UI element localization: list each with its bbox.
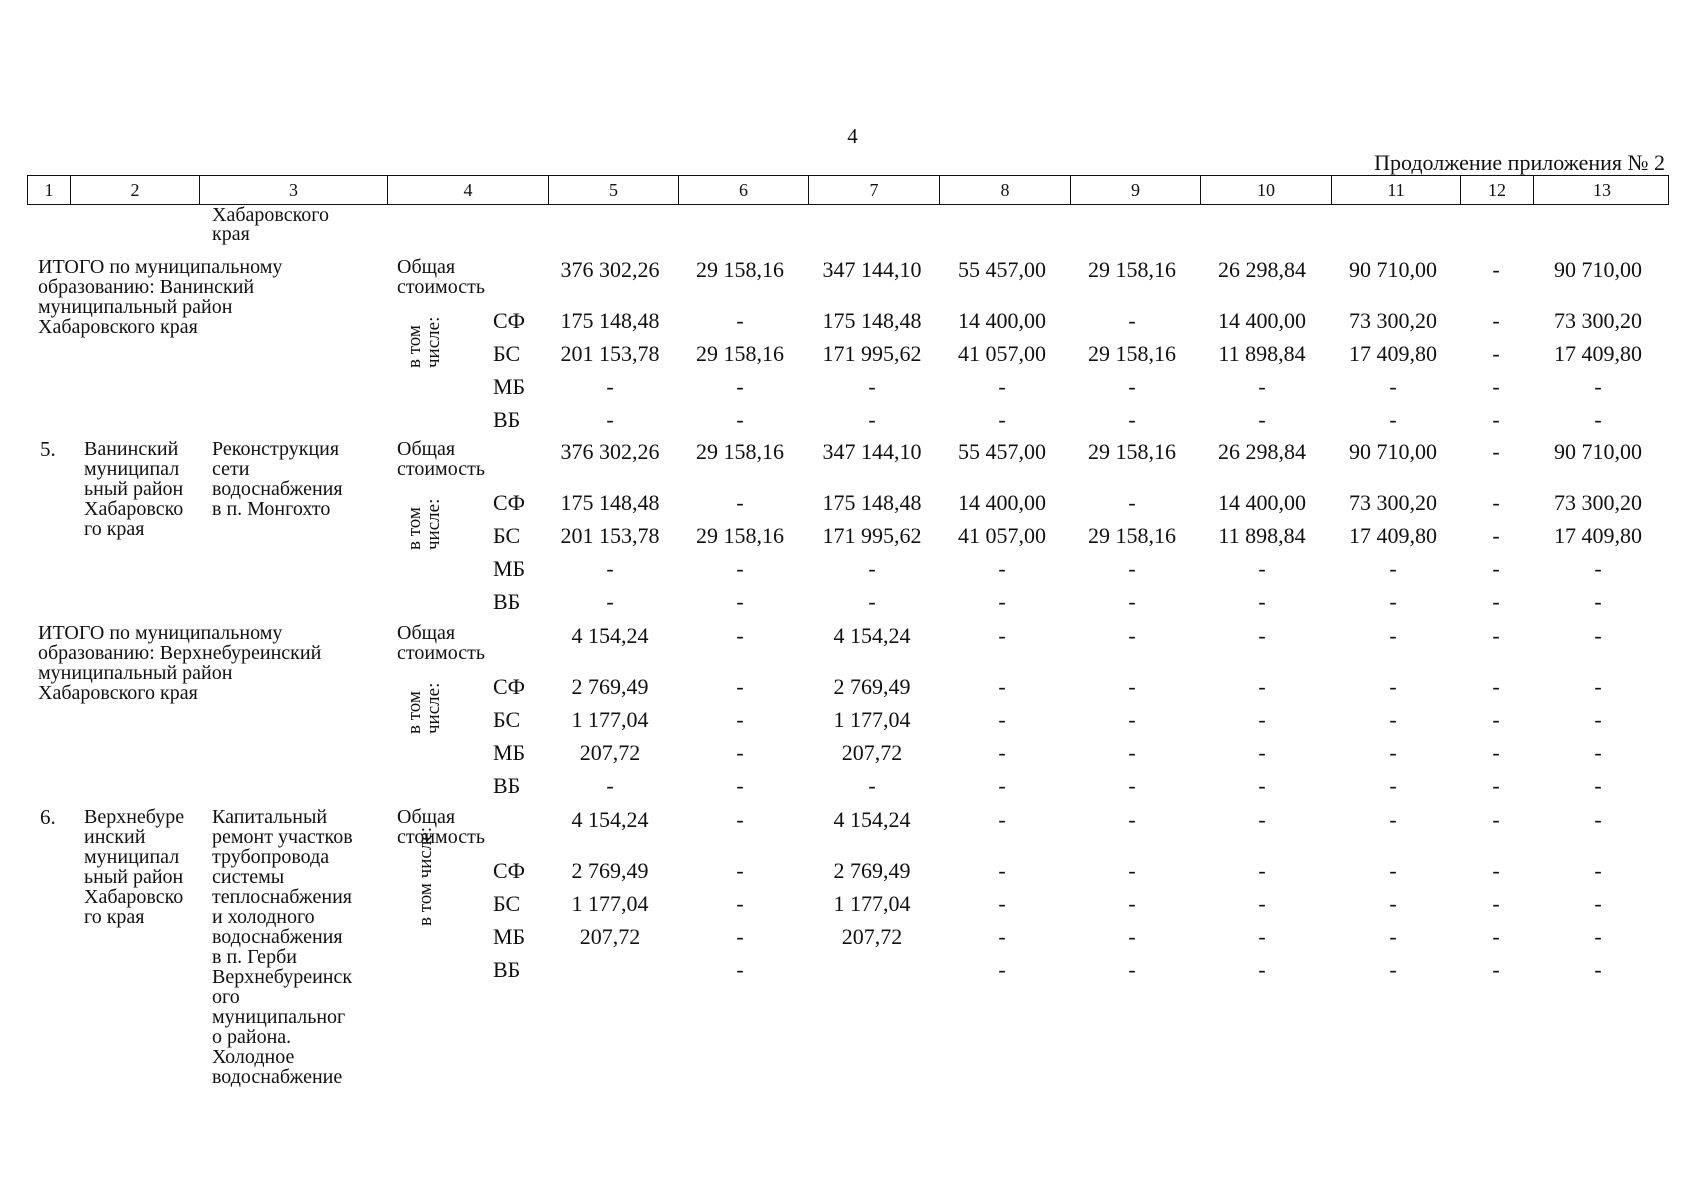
source-label-mb: МБ bbox=[493, 374, 526, 399]
cell-mb: - bbox=[736, 924, 744, 949]
object-name: в п. Герби bbox=[212, 946, 297, 968]
object-name: Верхнебуреинск bbox=[212, 966, 353, 988]
total-cost-label: стоимость bbox=[397, 642, 485, 664]
cell-mb: - bbox=[1389, 374, 1397, 399]
cell-vb: - bbox=[1492, 957, 1500, 982]
cell-vb: - bbox=[736, 589, 744, 614]
cell-mb: - bbox=[1492, 740, 1500, 765]
cell-mb: - bbox=[1389, 924, 1397, 949]
cell-sf: 175 148,48 bbox=[822, 308, 922, 333]
cell-mb: - bbox=[1389, 740, 1397, 765]
cell-bs: - bbox=[1492, 523, 1500, 548]
cell-sf: - bbox=[1128, 858, 1136, 883]
cell-sf: 73 300,20 bbox=[1554, 490, 1642, 515]
cell-mb: - bbox=[1128, 924, 1136, 949]
cell-bs: 1 177,04 bbox=[571, 891, 649, 916]
cell-vb: - bbox=[1492, 407, 1500, 432]
cell-bs: 41 057,00 bbox=[958, 341, 1046, 366]
cell-vb: - bbox=[1258, 589, 1266, 614]
municipality-name: Хабаровско bbox=[84, 498, 184, 520]
cell-total: 55 457,00 bbox=[958, 257, 1046, 282]
source-label-sf: СФ bbox=[493, 858, 526, 883]
cell-vb: - bbox=[736, 773, 744, 798]
column-number-8: 8 bbox=[940, 176, 1071, 204]
column-number-1: 1 bbox=[28, 176, 71, 204]
total-cost-label: Общая bbox=[397, 622, 456, 644]
object-name: Капитальный bbox=[212, 806, 328, 828]
cell-sf: 14 400,00 bbox=[958, 308, 1046, 333]
municipality-name: го края bbox=[84, 906, 145, 928]
cell-vb: - bbox=[1128, 957, 1136, 982]
cell-mb: - bbox=[1492, 556, 1500, 581]
cell-mb: - bbox=[606, 556, 614, 581]
cell-sf: 175 148,48 bbox=[822, 490, 922, 515]
total-cost-label: Общая bbox=[397, 806, 456, 828]
cell-bs: - bbox=[998, 891, 1006, 916]
object-name: в п. Монгохто bbox=[212, 498, 331, 520]
cell-mb: - bbox=[1389, 556, 1397, 581]
cell-mb: - bbox=[1594, 556, 1602, 581]
total-cost-label: Общая bbox=[397, 438, 456, 460]
cell-vb: - bbox=[1258, 407, 1266, 432]
cell-total: - bbox=[736, 623, 744, 648]
cell-sf: - bbox=[1128, 674, 1136, 699]
cell-vb: - bbox=[606, 589, 614, 614]
total-label: Хабаровского края bbox=[38, 316, 198, 338]
cell-vb: - bbox=[868, 407, 876, 432]
cell-vb: - bbox=[736, 957, 744, 982]
cell-mb: - bbox=[606, 374, 614, 399]
cell-total: 376 302,26 bbox=[560, 439, 660, 464]
carryover-text: края bbox=[212, 223, 250, 245]
source-label-mb: МБ bbox=[493, 740, 526, 765]
cell-bs: - bbox=[1128, 891, 1136, 916]
cell-vb: - bbox=[998, 407, 1006, 432]
cell-sf: - bbox=[1594, 674, 1602, 699]
cell-vb: - bbox=[1389, 773, 1397, 798]
municipality-name: муниципал bbox=[84, 846, 180, 868]
cell-vb: - bbox=[1492, 589, 1500, 614]
cell-sf: 175 148,48 bbox=[560, 490, 660, 515]
total-label: Хабаровского края bbox=[38, 682, 198, 704]
cell-sf: 175 148,48 bbox=[560, 308, 660, 333]
cell-total: - bbox=[736, 807, 744, 832]
object-name: трубопровода bbox=[212, 846, 330, 868]
including-label: в том числе: bbox=[404, 316, 444, 368]
source-label-sf: СФ bbox=[493, 490, 526, 515]
object-name: водоснабжения bbox=[212, 926, 343, 948]
cell-total: - bbox=[1389, 807, 1397, 832]
source-label-mb: МБ bbox=[493, 556, 526, 581]
object-name: теплоснабжения bbox=[212, 886, 352, 908]
cell-vb: - bbox=[1389, 589, 1397, 614]
cell-vb: - bbox=[1594, 773, 1602, 798]
cell-total: - bbox=[998, 807, 1006, 832]
cell-total: 55 457,00 bbox=[958, 439, 1046, 464]
cell-bs: 29 158,16 bbox=[696, 523, 784, 548]
cell-bs: - bbox=[998, 707, 1006, 732]
cell-sf: - bbox=[1389, 674, 1397, 699]
cell-vb: - bbox=[606, 407, 614, 432]
cell-bs: 17 409,80 bbox=[1349, 523, 1437, 548]
cell-vb: - bbox=[1594, 589, 1602, 614]
cell-sf: - bbox=[736, 674, 744, 699]
cell-sf: 2 769,49 bbox=[833, 674, 911, 699]
object-name: о района. bbox=[212, 1026, 292, 1048]
cell-vb: - bbox=[1258, 773, 1266, 798]
cell-bs: 29 158,16 bbox=[1088, 341, 1176, 366]
source-label-sf: СФ bbox=[493, 674, 526, 699]
cell-total: - bbox=[1492, 257, 1500, 282]
source-label-vb: ВБ bbox=[493, 407, 521, 432]
column-number-6: 6 bbox=[679, 176, 809, 204]
cell-sf: - bbox=[1128, 490, 1136, 515]
cell-bs: 11 898,84 bbox=[1218, 341, 1306, 366]
cell-sf: - bbox=[1128, 308, 1136, 333]
cell-mb: - bbox=[998, 924, 1006, 949]
cell-total: 376 302,26 bbox=[560, 257, 660, 282]
cell-mb: - bbox=[1492, 924, 1500, 949]
cell-total: 29 158,16 bbox=[1088, 257, 1176, 282]
cell-mb: - bbox=[998, 740, 1006, 765]
municipality-name: ьный район bbox=[84, 478, 184, 500]
column-number-2: 2 bbox=[71, 176, 200, 204]
cell-bs: 171 995,62 bbox=[822, 523, 922, 548]
cell-bs: 171 995,62 bbox=[822, 341, 922, 366]
cell-total: 90 710,00 bbox=[1349, 257, 1437, 282]
municipality-name: го края bbox=[84, 518, 145, 540]
cell-bs: 1 177,04 bbox=[833, 891, 911, 916]
column-number-10: 10 bbox=[1201, 176, 1332, 204]
cell-total: - bbox=[1389, 623, 1397, 648]
cell-vb: - bbox=[1258, 957, 1266, 982]
cell-mb: - bbox=[868, 556, 876, 581]
cell-mb: - bbox=[1258, 924, 1266, 949]
column-number-5: 5 bbox=[549, 176, 679, 204]
municipality-name: Верхнебуре bbox=[84, 806, 185, 828]
cell-mb: - bbox=[998, 374, 1006, 399]
cell-sf: - bbox=[1492, 858, 1500, 883]
cell-vb: - bbox=[998, 957, 1006, 982]
source-label-vb: ВБ bbox=[493, 589, 521, 614]
cell-vb: - bbox=[1389, 407, 1397, 432]
cell-total: 347 144,10 bbox=[822, 257, 922, 282]
source-label-mb: МБ bbox=[493, 924, 526, 949]
cell-bs: 201 153,78 bbox=[560, 341, 660, 366]
object-name: водоснабжение bbox=[212, 1066, 343, 1088]
cell-total: 29 158,16 bbox=[696, 257, 784, 282]
total-label: ИТОГО по муниципальному bbox=[38, 256, 283, 278]
cell-sf: 2 769,49 bbox=[833, 858, 911, 883]
total-label: муниципальный район bbox=[38, 662, 233, 684]
cell-sf: 2 769,49 bbox=[571, 858, 649, 883]
cell-vb: - bbox=[1594, 407, 1602, 432]
source-label-bs: БС bbox=[493, 523, 521, 548]
object-name: ого bbox=[212, 986, 240, 1008]
cell-total: 4 154,24 bbox=[833, 807, 911, 832]
cell-mb: - bbox=[998, 556, 1006, 581]
object-name: системы bbox=[212, 866, 285, 888]
cell-sf: 14 400,00 bbox=[1218, 490, 1306, 515]
cell-bs: 17 409,80 bbox=[1554, 341, 1642, 366]
cell-total: - bbox=[1492, 807, 1500, 832]
cell-total: - bbox=[1128, 623, 1136, 648]
column-number-4: 4 bbox=[388, 176, 549, 204]
cell-total: - bbox=[1258, 807, 1266, 832]
total-label: муниципальный район bbox=[38, 296, 233, 318]
cell-sf: - bbox=[736, 858, 744, 883]
cell-sf: 73 300,20 bbox=[1349, 308, 1437, 333]
cell-total: - bbox=[1128, 807, 1136, 832]
cell-mb: - bbox=[736, 740, 744, 765]
object-name: Реконструкция bbox=[212, 438, 340, 460]
column-number-3: 3 bbox=[200, 176, 388, 204]
including-label: в том числе: bbox=[415, 826, 436, 926]
cell-mb: 207,72 bbox=[841, 924, 903, 949]
cell-mb: - bbox=[1594, 374, 1602, 399]
source-label-vb: ВБ bbox=[493, 957, 521, 982]
cell-sf: 14 400,00 bbox=[1218, 308, 1306, 333]
cell-bs: - bbox=[1389, 707, 1397, 732]
cell-sf: 73 300,20 bbox=[1349, 490, 1437, 515]
cell-bs: - bbox=[736, 891, 744, 916]
cell-sf: - bbox=[1492, 490, 1500, 515]
cell-vb: - bbox=[1389, 957, 1397, 982]
cell-bs: - bbox=[736, 707, 744, 732]
cell-bs: - bbox=[1492, 707, 1500, 732]
cell-total: 29 158,16 bbox=[1088, 439, 1176, 464]
appendix-continuation: Продолжение приложения № 2 bbox=[1374, 150, 1665, 175]
cell-total: 90 710,00 bbox=[1554, 439, 1642, 464]
cell-sf: - bbox=[736, 490, 744, 515]
cell-bs: - bbox=[1128, 707, 1136, 732]
cell-vb: - bbox=[1128, 589, 1136, 614]
total-cost-label: стоимость bbox=[397, 276, 485, 298]
cell-mb: 207,72 bbox=[579, 740, 641, 765]
cell-bs: 201 153,78 bbox=[560, 523, 660, 548]
including-label: в том числе: bbox=[404, 682, 444, 734]
object-name: и холодного bbox=[212, 906, 315, 928]
cell-mb: - bbox=[736, 374, 744, 399]
cell-bs: 1 177,04 bbox=[833, 707, 911, 732]
cell-sf: - bbox=[1258, 858, 1266, 883]
cell-bs: 1 177,04 bbox=[571, 707, 649, 732]
total-label: образованию: Верхнебуреинский bbox=[38, 642, 322, 664]
cell-bs: - bbox=[1492, 891, 1500, 916]
carryover-text: Хабаровского bbox=[212, 204, 329, 226]
cell-sf: - bbox=[1594, 858, 1602, 883]
cell-vb: - bbox=[1492, 773, 1500, 798]
cell-vb: - bbox=[736, 407, 744, 432]
cell-bs: - bbox=[1389, 891, 1397, 916]
cell-sf: - bbox=[1258, 674, 1266, 699]
cell-sf: - bbox=[998, 674, 1006, 699]
source-label-vb: ВБ bbox=[493, 773, 521, 798]
cell-bs: 29 158,16 bbox=[696, 341, 784, 366]
cell-total: - bbox=[1492, 439, 1500, 464]
cell-mb: - bbox=[1258, 556, 1266, 581]
column-number-11: 11 bbox=[1332, 176, 1461, 204]
cell-total: 347 144,10 bbox=[822, 439, 922, 464]
cell-vb: - bbox=[868, 589, 876, 614]
cell-vb: - bbox=[1128, 407, 1136, 432]
cell-sf: - bbox=[1389, 858, 1397, 883]
cell-total: 90 710,00 bbox=[1349, 439, 1437, 464]
municipality-name: Ванинский bbox=[84, 438, 179, 460]
cell-vb: - bbox=[606, 773, 614, 798]
cell-bs: 17 409,80 bbox=[1349, 341, 1437, 366]
cell-mb: 207,72 bbox=[579, 924, 641, 949]
total-cost-label: стоимость bbox=[397, 826, 485, 848]
object-name: муниципальног bbox=[212, 1006, 346, 1028]
municipality-name: ьный район bbox=[84, 866, 184, 888]
cell-sf: - bbox=[998, 858, 1006, 883]
source-label-bs: БС bbox=[493, 707, 521, 732]
cell-total: - bbox=[998, 623, 1006, 648]
cell-mb: - bbox=[1594, 740, 1602, 765]
cell-mb: - bbox=[1128, 374, 1136, 399]
cell-mb: - bbox=[1128, 556, 1136, 581]
cell-vb: - bbox=[998, 773, 1006, 798]
cell-mb: - bbox=[736, 556, 744, 581]
cell-total: 4 154,24 bbox=[571, 807, 649, 832]
cell-vb: - bbox=[998, 589, 1006, 614]
cell-sf: - bbox=[736, 308, 744, 333]
cell-total: 29 158,16 bbox=[696, 439, 784, 464]
cell-total: 4 154,24 bbox=[571, 623, 649, 648]
column-number-header bbox=[27, 175, 1669, 205]
cell-mb: - bbox=[1594, 924, 1602, 949]
cell-total: - bbox=[1492, 623, 1500, 648]
column-number-12: 12 bbox=[1461, 176, 1534, 204]
total-cost-label: Общая bbox=[397, 256, 456, 278]
cell-bs: - bbox=[1594, 707, 1602, 732]
cell-mb: - bbox=[868, 374, 876, 399]
object-name: сети bbox=[212, 458, 250, 480]
column-number-13: 13 bbox=[1593, 180, 1611, 200]
cell-total: 26 298,84 bbox=[1218, 439, 1306, 464]
object-name: водоснабжения bbox=[212, 478, 343, 500]
cell-total: 26 298,84 bbox=[1218, 257, 1306, 282]
source-label-bs: БС bbox=[493, 891, 521, 916]
cell-sf: 73 300,20 bbox=[1554, 308, 1642, 333]
cell-mb: - bbox=[1258, 740, 1266, 765]
cell-bs: - bbox=[1258, 707, 1266, 732]
object-name: Холодное bbox=[212, 1046, 295, 1068]
cell-vb: - bbox=[1594, 957, 1602, 982]
row-number: 6. bbox=[40, 805, 56, 829]
source-label-bs: БС bbox=[493, 341, 521, 366]
object-name: ремонт участков bbox=[212, 826, 353, 848]
cell-bs: 29 158,16 bbox=[1088, 523, 1176, 548]
total-cost-label: стоимость bbox=[397, 458, 485, 480]
cell-bs: - bbox=[1258, 891, 1266, 916]
cell-bs: 17 409,80 bbox=[1554, 523, 1642, 548]
cell-total: - bbox=[1258, 623, 1266, 648]
cell-total: - bbox=[1594, 623, 1602, 648]
cell-mb: - bbox=[1258, 374, 1266, 399]
cell-mb: 207,72 bbox=[841, 740, 903, 765]
column-number-7: 7 bbox=[809, 176, 940, 204]
municipality-name: Хабаровско bbox=[84, 886, 184, 908]
cell-total: 4 154,24 bbox=[833, 623, 911, 648]
cell-total: 90 710,00 bbox=[1554, 257, 1642, 282]
total-label: ИТОГО по муниципальному bbox=[38, 622, 283, 644]
municipality-name: инский bbox=[84, 826, 146, 848]
including-label: в том числе: bbox=[404, 498, 444, 550]
cell-bs: - bbox=[1594, 891, 1602, 916]
cell-sf: - bbox=[1492, 674, 1500, 699]
cell-bs: 41 057,00 bbox=[958, 523, 1046, 548]
cell-vb: - bbox=[868, 773, 876, 798]
cell-mb: - bbox=[1492, 374, 1500, 399]
cell-sf: 14 400,00 bbox=[958, 490, 1046, 515]
cell-sf: 2 769,49 bbox=[571, 674, 649, 699]
source-label-sf: СФ bbox=[493, 308, 526, 333]
total-label: образованию: Ванинский bbox=[38, 276, 255, 298]
row-number: 5. bbox=[40, 437, 56, 461]
municipality-name: муниципал bbox=[84, 458, 180, 480]
cell-bs: - bbox=[1492, 341, 1500, 366]
cell-mb: - bbox=[1128, 740, 1136, 765]
cell-sf: - bbox=[1492, 308, 1500, 333]
cell-total: - bbox=[1594, 807, 1602, 832]
cell-vb: - bbox=[1128, 773, 1136, 798]
page-number: 4 bbox=[847, 124, 858, 148]
cell-bs: 11 898,84 bbox=[1218, 523, 1306, 548]
column-number-9: 9 bbox=[1071, 176, 1201, 204]
